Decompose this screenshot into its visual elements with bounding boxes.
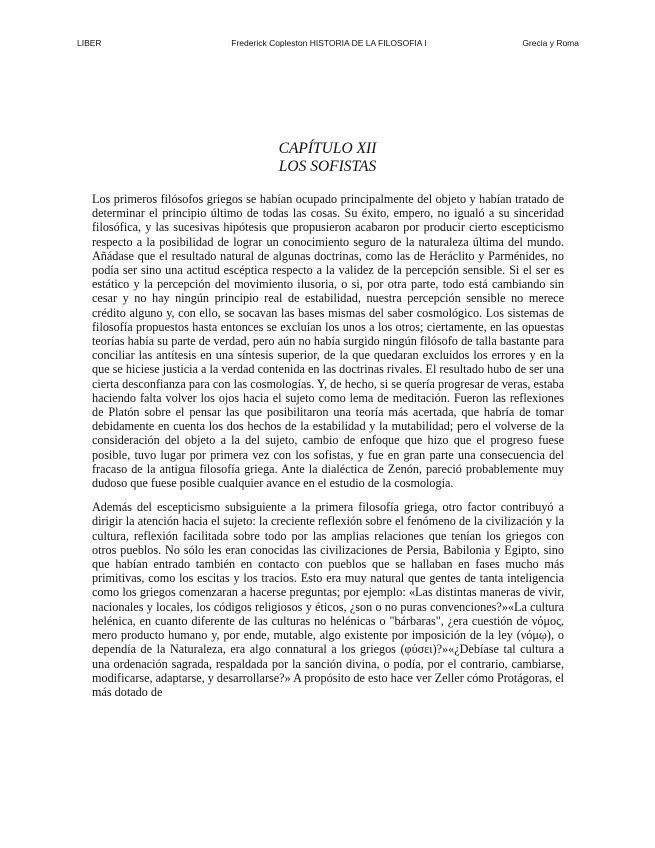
paragraph-2: Además del escepticismo subsiguiente a la primera filosofía griega, otro factor contribuyó a dirigir la atención hacia el sujeto: la creciente reflexión sobre el fenómeno de la civilización y la cultura, reflexión facilitada sobre todo por las amplias relaciones que tenían los griegos con otros pueblos. No sólo les eran conocidas las civilizaciones de Persia, Babilonia y Egipto, sino que habían entrado también en contacto con pueblos que se hallaban en fases mucho más primitivas, como los escitas y los tracios. Esto era muy natural que gentes de tanta inteligencia como los griegos comenzaran a hacerse preguntas; por ejemplo: «Las distintas maneras de vivir, nacionales y locales, los códigos religiosos y éticos, ¿son o no puras convenciones?»«La cultura helénica, en cuanto diferente de las culturas no helénicas o "bárbaras", ¿era cuestión de νόμος, mero producto humano y, por ende, mutable, algo existente por imposición de la ley (νόμῳ), o dependía de la Naturaleza, era algo connatural a los griegos (φύσει)?»«¿Debíase tal cultura a una ordenación sagrada, respaldada por la sanción divina, o podía, por el contrario, cambiarse, modificarse, adaptarse, y desarrollarse?» A propósito de esto hace ver Zeller cómo Protágoras, el más dotado de [92, 500, 564, 699]
header-left: LIBER [77, 38, 102, 48]
header-center: Frederick Copleston HISTORIA DE LA FILOSOFIA I [231, 38, 427, 48]
chapter-number: CAPÍTULO XII [278, 140, 377, 157]
header-right: Grecia y Roma [522, 38, 579, 48]
paragraph-1: Los primeros filósofos griegos se habían ocupado principalmente del objeto y habían tratado de determinar el principio último de todas las cosas. Su éxito, empero, no igualó a su sinceridad filosófica, y las sucesivas hipótesis que propusieron acabaron por producir cierto escepticismo respecto a la posibilidad de lograr un conocimiento seguro de la naturaleza última del mundo. Añádase que el resultado natural de algunas doctrinas, como las de Heráclito y Parménides, no podía ser sino una actitud escéptica respecto a la validez de la percepción sensible. Si el ser es estático y la percepción del movimiento ilusoria, o si, por otra parte, todo está cambiando sin cesar y no hay ningún principio real de estabilidad, nuestra percepción sensible no merece crédito alguno y, con ello, se socavan las bases mismas del saber cosmológico. Los sistemas de filosofía propuestos hasta entonces se excluían los unos a los otros; ciertamente, en las opuestas teorías había su parte de verdad, pero aún no había surgido ningún filósofo de talla bastante para conciliar las antítesis en una síntesis superior, de la que quedaran excluidos los errores y en la que se hiciese justicia a la verdad contenida en las doctrinas rivales. El resultado hubo de ser una cierta desconfianza para con las cosmologías. Y, de hecho, si se quería progresar de veras, estaba haciendo falta volver los ojos hacia el sujeto como lema de meditación. Fueron las reflexiones de Platón sobre el pensar las que posibilitaron una teoría más acertada, que habría de tomar debidamente en cuenta los dos hechos de la estabilidad y la mutabilidad; pero el volverse de la consideración del objeto a la del sujeto, cambio de enfoque que hizo que el progreso fuese posible, tuvo lugar por primera vez con los sofistas, y fue en gran parte una consecuencia del fracaso de la antigua filosofía griega. Ante la dialéctica de Zenón, pareció probablemente muy dudoso que fuese posible cualquier avance en el estudio de la cosmología. [92, 192, 564, 491]
body-text [92, 192, 564, 709]
chapter-title: LOS SOFISTAS [278, 158, 377, 175]
